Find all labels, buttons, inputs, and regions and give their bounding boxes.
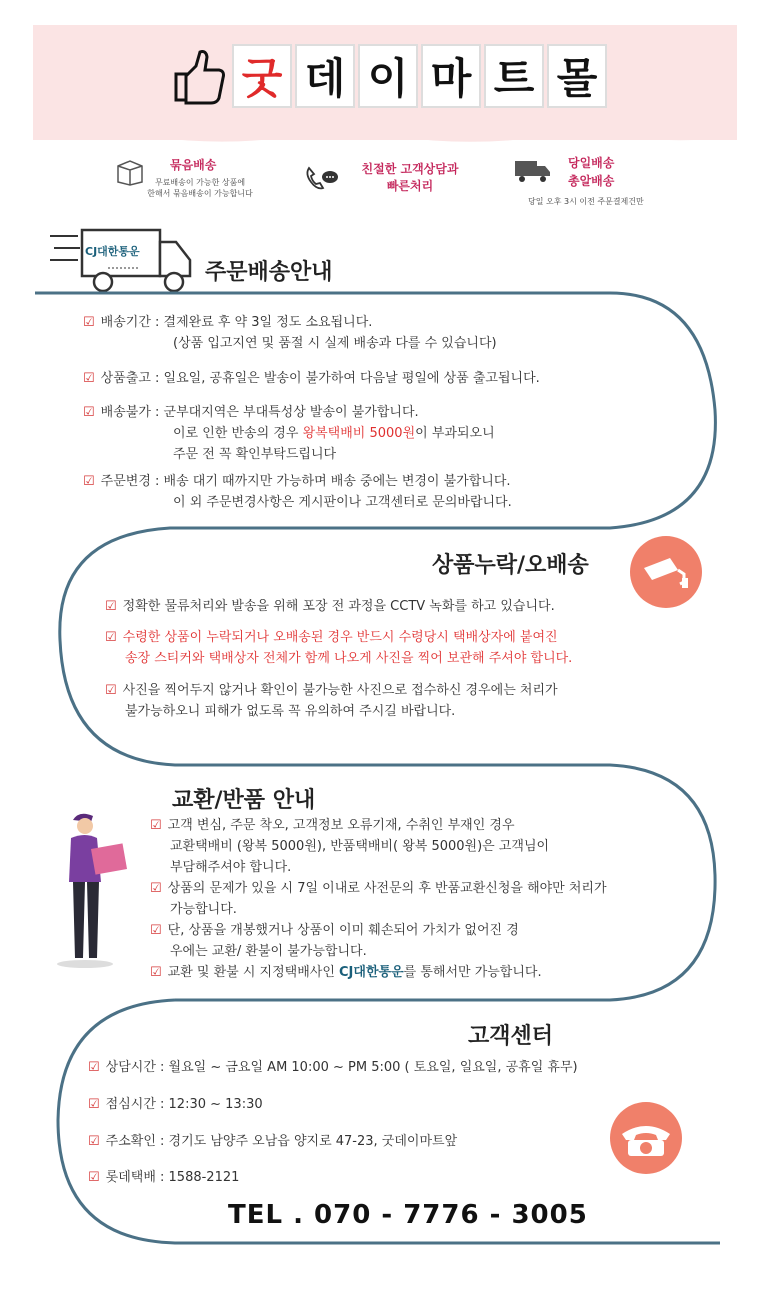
feature-title: 친절한 고객상담과: [361, 162, 459, 176]
feature-title: 총알배송: [568, 174, 615, 188]
logo-char: 이: [358, 44, 418, 108]
missing-item: 정확한 물류처리와 발송을 위해 포장 전 과정을 CCTV 녹화를 하고 있습니다.: [122, 599, 555, 614]
check-icon: ☑: [88, 1170, 100, 1185]
exchange-item: 상품의 문제가 있을 시 7일 이내로 사전문의 후 반품교환신청을 해야만 처리가: [167, 881, 607, 896]
exchange-item: 우에는 교환/ 환불이 불가능합니다.: [170, 944, 367, 959]
order-item: 주문변경 : 배송 대기 때까지만 가능하며 배송 중에는 변경이 불가합니다.: [100, 474, 511, 489]
exchange-item: 교환 및 환불 시 지정택배사인: [167, 965, 340, 980]
order-item-note: (상품 입고지연 및 품절 시 실제 배송과 다를 수 있습니다): [173, 336, 497, 351]
logo-char: 트: [484, 44, 544, 108]
section-title-exchange: 교환/반품 안내: [172, 788, 316, 813]
exchange-item: 를 통해서만 가능합니다.: [403, 965, 542, 980]
feature-title: 빠른처리: [386, 179, 434, 193]
phone-number: TEL . 070 - 7776 - 3005: [228, 1200, 588, 1230]
missing-item: 불가능하오니 피해가 없도록 꼭 유의하여 주시길 바랍니다.: [125, 704, 456, 719]
telephone-icon: [608, 1100, 684, 1176]
order-item: 배송불가 : 군부대지역은 부대특성상 발송이 불가합니다.: [100, 405, 419, 420]
check-icon: ☑: [150, 965, 162, 980]
check-icon: ☑: [83, 315, 95, 330]
order-item: 상품출고 : 일요일, 공휴일은 발송이 불가하여 다음날 평일에 상품 출고됩니다.: [100, 371, 540, 386]
missing-item: 송장 스티커와 택배상자 전체가 함께 나오게 사진을 찍어 보관해 주셔야 합니다.: [125, 651, 573, 666]
logo-char: 데: [295, 44, 355, 108]
order-item-note: 이 부과되오니: [415, 426, 495, 441]
order-item-note: 이로 인한 반송의 경우: [173, 426, 303, 441]
logo-char: 굿: [232, 44, 292, 108]
missing-item: 수령한 상품이 누락되거나 오배송된 경우 반드시 수령당시 택배상자에 붙여진: [122, 630, 558, 645]
check-icon: ☑: [83, 405, 95, 420]
logo-char: 마: [421, 44, 481, 108]
feature-title: 당일배송: [568, 156, 615, 170]
check-icon: ☑: [88, 1097, 100, 1112]
check-icon: ☑: [150, 818, 162, 833]
feature-desc: 한해서 묶음배송이 가능합니다: [147, 189, 253, 198]
center-item: 상담시간 : 월요일 ~ 금요일 AM 10:00 ~ PM 5:00 ( 토요일, 일요일, 공휴일 휴무): [105, 1060, 578, 1075]
section-title-center: 고객센터: [468, 1024, 554, 1049]
truck-label: CJ대한통운: [85, 245, 140, 258]
delivery-person-icon: [55, 810, 135, 970]
feature-desc: 당일 오후 3시 이전 주문결제건만: [528, 197, 644, 206]
feature-desc: 무료배송이 가능한 상품에: [154, 178, 246, 187]
check-icon: ☑: [83, 474, 95, 489]
carrier-name: CJ대한통운: [339, 965, 404, 980]
exchange-item: 단, 상품을 개봉했거나 상품이 이미 훼손되어 가치가 없어진 경: [167, 923, 519, 938]
check-icon: ☑: [83, 371, 95, 386]
exchange-item: 고객 변심, 주문 착오, 고객정보 오류기재, 수취인 부재인 경우: [167, 818, 515, 833]
check-icon: ☑: [105, 630, 117, 645]
exchange-item: 가능합니다.: [170, 902, 237, 917]
check-icon: ☑: [150, 881, 162, 896]
check-icon: ☑: [88, 1134, 100, 1149]
exchange-item: 교환택배비 (왕복 5000원), 반품택배비( 왕복 5000원)은 고객님이: [170, 839, 550, 854]
exchange-item: 부담해주셔야 합니다.: [170, 860, 292, 875]
section-title-order: 주문배송안내: [205, 260, 333, 285]
center-item: 주소확인 : 경기도 남양주 오남읍 양지로 47-23, 굿데이마트앞: [105, 1134, 458, 1149]
missing-item: 사진을 찍어두지 않거나 확인이 불가능한 사진으로 접수하신 경우에는 처리가: [122, 683, 558, 698]
order-item-note: 이 외 주문변경사항은 게시판이나 고객센터로 문의바랍니다.: [173, 495, 512, 510]
logo-char: 몰: [547, 44, 607, 108]
order-item: 배송기간 : 결제완료 후 약 3일 정도 소요됩니다.: [100, 315, 373, 330]
check-icon: ☑: [105, 599, 117, 614]
order-item-note: 주문 전 꼭 확인부탁드립니다: [173, 447, 337, 462]
feature-title: 묶음배송: [170, 158, 217, 172]
check-icon: ☑: [88, 1060, 100, 1075]
check-icon: ☑: [150, 923, 162, 938]
center-item: 롯데택배 : 1588-2121: [105, 1170, 240, 1185]
center-item: 점심시간 : 12:30 ~ 13:30: [105, 1097, 263, 1112]
section-title-missing: 상품누락/오배송: [432, 553, 589, 578]
check-icon: ☑: [105, 683, 117, 698]
order-item-fee: 왕복택배비 5000원: [302, 426, 416, 441]
